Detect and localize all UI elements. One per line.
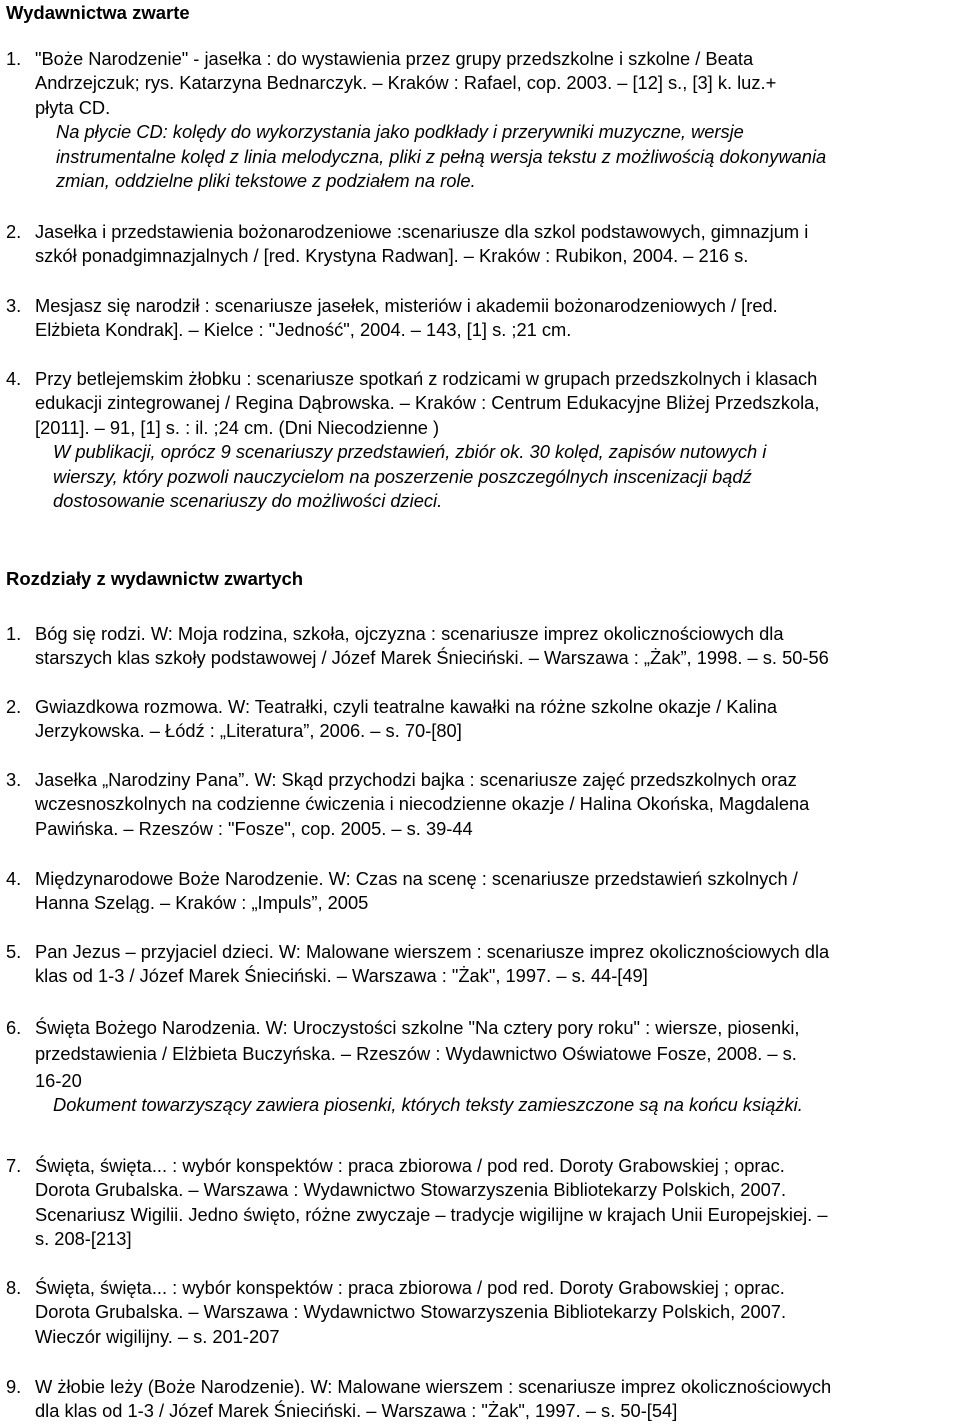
entry-line — [6, 367, 950, 391]
entry-text: Święta Bożego Narodzenia. W: Uroczystości szkolne "Na cztery pory roku" : wiersze, piosenki, — [35, 1017, 800, 1038]
list-number: 2. — [6, 221, 22, 242]
entry-line — [6, 622, 950, 646]
entry-line: starszych klas szkoły podstawowej / Józef Marek Śnieciński. – Warszawa : „Żak”, 1998. – s. 50-56 — [35, 647, 829, 669]
entry-line — [6, 940, 950, 964]
list-number: 3. — [6, 769, 22, 790]
section-heading: Rozdziały z wydawnictw zwartych — [6, 568, 304, 589]
entry-text: Mesjasz się narodził : scenariusze jasełek, misteriów i akademii bożonarodzeniowych / [red. — [35, 295, 778, 316]
entry-line — [6, 1016, 950, 1040]
list-item — [6, 294, 950, 343]
entry-line — [6, 695, 950, 719]
list-number: 4. — [6, 368, 22, 389]
entry-line: Andrzejczuk; rys. Katarzyna Bednarczyk. – Kraków : Rafael, cop. 2003. – [12] s., [3] k. luz.+ — [35, 72, 777, 94]
entry-line: Dorota Grubalska. – Warszawa : Wydawnictwo Stowarzyszenia Bibliotekarzy Polskich, 2007. — [35, 1179, 787, 1201]
entry-text: Pan Jezus – przyjaciel dzieci. W: Malowane wierszem : scenariusze imprez okolicznościowych dla — [35, 941, 830, 962]
entry-text: Gwiazdkowa rozmowa. W: Teatrałki, czyli teatralne kawałki na różne szkolne okazje / Kalina — [35, 696, 778, 717]
entry-line: Scenariusz Wigilii. Jedno święto, różne zwyczaje – tradycje wigilijne w krajach Unii Europejskiej. – — [35, 1203, 828, 1225]
entry-text: Jasełka „Narodziny Pana”. W: Skąd przychodzi bajka : scenariusze zajęć przedszkolnych oraz — [35, 769, 797, 790]
entry-text: Przy betlejemskim żłobku : scenariusze spotkań z rodzicami w grupach przedszkolnych i klasach — [35, 368, 818, 389]
entry-note: W publikacji, oprócz 9 scenariuszy przedstawień, zbiór ok. 30 kolęd, zapisów nutowych i — [53, 441, 767, 463]
entry-text: W żłobie leży (Boże Narodzenie). W: Malowane wierszem : scenariusze imprez okolicznościowych — [35, 1376, 832, 1397]
list-number: 8. — [6, 1277, 22, 1298]
list-item — [6, 1276, 950, 1349]
entry-line: przedstawienia / Elżbieta Buczyńska. – Rzeszów : Wydawnictwo Oświatowe Fosze, 2008. – s. — [35, 1043, 797, 1065]
entry-line: s. 208-[213] — [35, 1228, 132, 1250]
entry-line: Elżbieta Kondrak]. – Kielce : "Jedność", 2004. – 143, [1] s. ;21 cm. — [35, 319, 572, 341]
entry-line: szkół ponadgimnazjalnych / [red. Krystyna Radwan]. – Kraków : Rubikon, 2004. – 216 s. — [35, 245, 749, 267]
list-number: 1. — [6, 623, 22, 644]
list-number: 9. — [6, 1376, 22, 1397]
list-number: 7. — [6, 1155, 22, 1176]
list-item — [6, 367, 950, 513]
list-item — [6, 1154, 950, 1252]
entry-line — [6, 1154, 950, 1178]
entry-line: Pawińska. – Rzeszów : "Fosze", cop. 2005. – s. 39-44 — [35, 817, 473, 839]
entry-text: Jasełka i przedstawienia bożonarodzeniowe :scenariusze dla szkol podstawowych, gimnazjum i — [35, 221, 809, 242]
entry-line: płyta CD. — [35, 96, 111, 118]
entry-line: Hanna Szeląg. – Kraków : „Impuls”, 2005 — [35, 892, 369, 914]
entry-line: klas od 1-3 / Józef Marek Śnieciński. – Warszawa : "Żak", 1997. – s. 44-[49] — [35, 965, 648, 987]
entry-line — [6, 1375, 950, 1399]
entry-line — [6, 768, 950, 792]
list-item — [6, 768, 950, 841]
entry-line — [6, 47, 950, 71]
entry-line: Dorota Grubalska. – Warszawa : Wydawnictwo Stowarzyszenia Bibliotekarzy Polskich, 2007. — [35, 1301, 787, 1323]
entry-line — [6, 1276, 950, 1300]
entry-note: wierszy, który pozwoli nauczycielom na poszerzenie poszczególnych inscenizacji bądź — [53, 465, 752, 487]
list-item — [6, 1375, 950, 1424]
entry-line: dla klas od 1-3 / Józef Marek Śnieciński. – Warszawa : "Żak", 1997. – s. 50-[54] — [35, 1400, 678, 1422]
list-item — [6, 622, 950, 671]
entry-line: edukacji zintegrowanej / Regina Dąbrowska. – Kraków : Centrum Edukacyjne Bliżej Przedszkola, — [35, 392, 820, 414]
entry-line: [2011]. – 91, [1] s. : il. ;24 cm. (Dni Niecodzienne ) — [35, 416, 440, 438]
entry-text: Międzynarodowe Boże Narodzenie. W: Czas na scenę : scenariusze przedstawień szkolnych / — [35, 868, 798, 889]
entry-note: instrumentalne kolęd z linia melodyczna, pliki z pełną wersja tekstu z możliwością dokonywania — [56, 145, 827, 167]
entry-text: "Boże Narodzenie" - jasełka : do wystawienia przez grupy przedszkolne i szkolne / Beata — [35, 48, 754, 69]
entry-note: dostosowanie scenariuszy do możliwości dzieci. — [53, 490, 443, 512]
list-number: 5. — [6, 941, 22, 962]
list-item — [6, 867, 950, 916]
entry-line: 16-20 — [35, 1069, 82, 1091]
list-item — [6, 1016, 950, 1118]
entry-line — [6, 867, 950, 891]
section-heading: Wydawnictwa zwarte — [6, 2, 190, 23]
list-number: 3. — [6, 295, 22, 316]
list-number: 4. — [6, 868, 22, 889]
list-item — [6, 220, 950, 269]
list-item — [6, 47, 950, 193]
entry-text: Święta, święta... : wybór konspektów : praca zbiorowa / pod red. Doroty Grabowskiej ; oprac. — [35, 1277, 785, 1298]
entry-line — [6, 294, 950, 318]
entry-line — [6, 220, 950, 244]
entry-line: Wieczór wigilijny. – s. 201-207 — [35, 1325, 280, 1347]
list-number: 2. — [6, 696, 22, 717]
list-number: 1. — [6, 48, 22, 69]
list-number: 6. — [6, 1017, 22, 1038]
entry-note: Na płycie CD: kolędy do wykorzystania jako podkłady i przerywniki muzyczne, wersje — [56, 121, 744, 143]
list-item — [6, 940, 950, 989]
entry-note: zmian, oddzielne pliki tekstowe z podziałem na role. — [56, 170, 476, 192]
list-item — [6, 695, 950, 744]
entry-text: Bóg się rodzi. W: Moja rodzina, szkoła, ojczyzna : scenariusze imprez okolicznościowych dla — [35, 623, 784, 644]
entry-text: Święta, święta... : wybór konspektów : praca zbiorowa / pod red. Doroty Grabowskiej ; oprac. — [35, 1155, 785, 1176]
entry-line: Jerzykowska. – Łódź : „Literatura”, 2006. – s. 70-[80] — [35, 720, 462, 742]
entry-note: Dokument towarzyszący zawiera piosenki, których teksty zamieszczone są na końcu książki. — [53, 1094, 803, 1116]
entry-line: wczesnoszkolnych na codzienne ćwiczenia i niecodzienne okazje / Halina Okońska, Magdalena — [35, 793, 810, 815]
